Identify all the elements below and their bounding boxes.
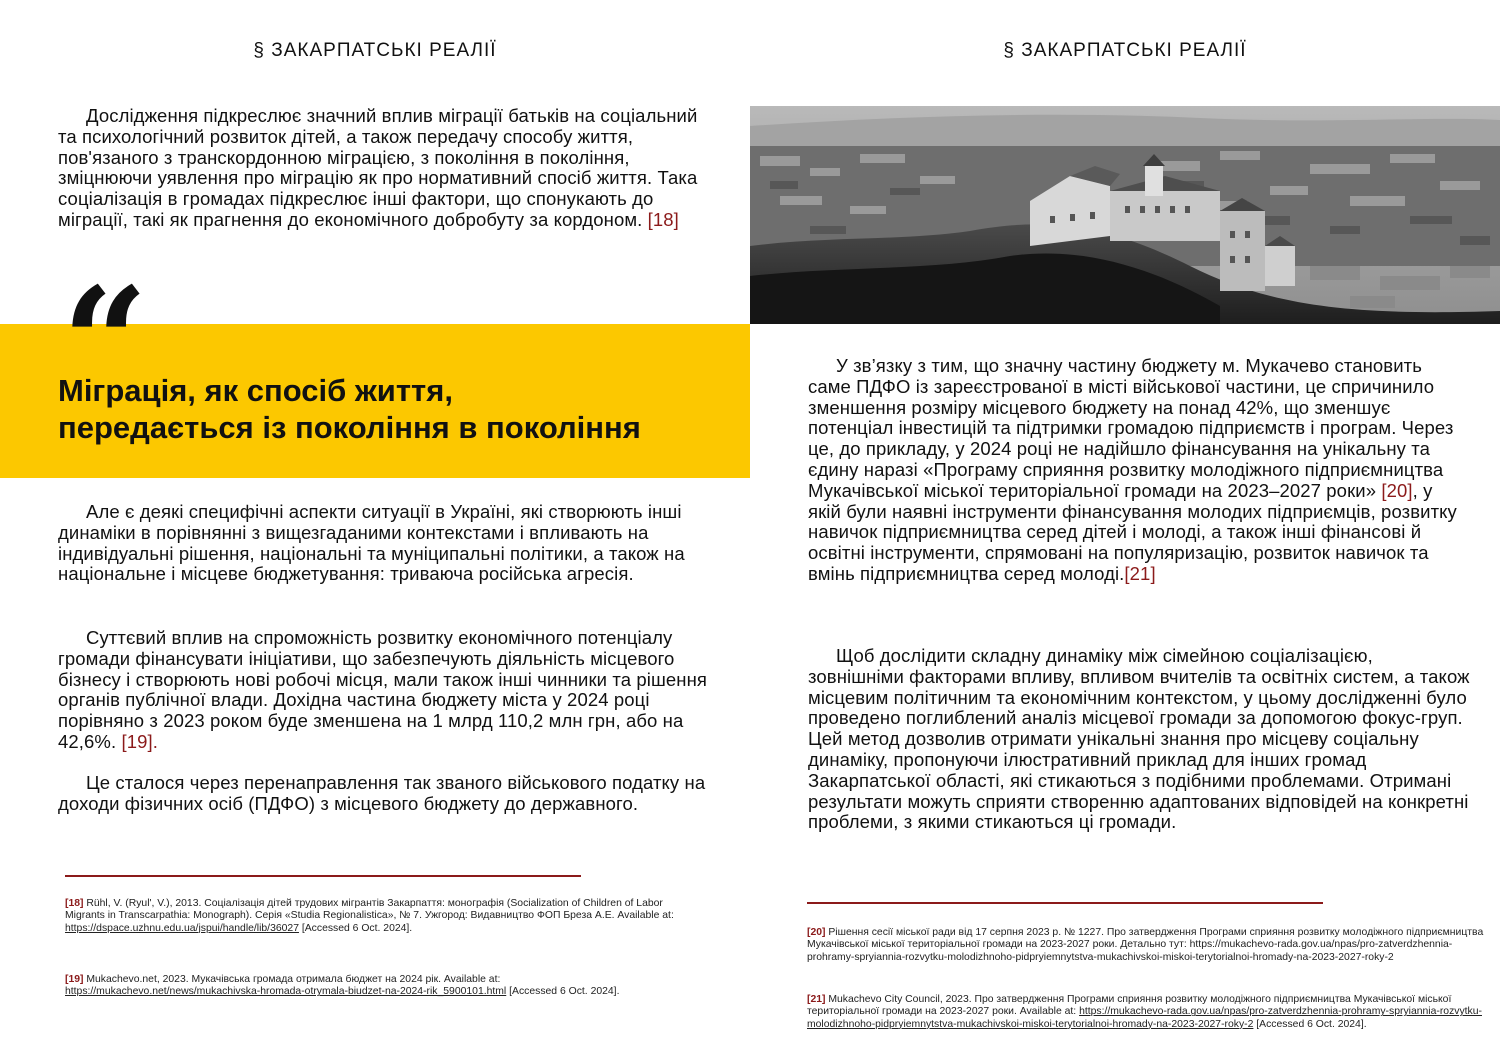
page-header: § ЗАКАРПАТСЬКІ РЕАЛІЇ <box>1003 40 1247 61</box>
footnote-21 <box>807 994 1487 1031</box>
footnote-number: [18] <box>65 898 84 909</box>
footnote-text: Mukachevo City Council, 2023. Про затвердження Програми сприяння розвитку молодіжного підприємництва Мукачівської міської територіальної громади на 2023-2027 роки. Available at: <box>807 994 1452 1018</box>
footnote-text: Mukachevo.net, 2023. Мукачівська громада отримала бюджет на 2024 рік. Available at: <box>86 974 501 985</box>
pull-quote-line-1: Міграція, як спосіб життя, <box>58 373 453 408</box>
castle-photo-illustration <box>750 106 1500 324</box>
body-paragraph-right-1-text: У зв’язку з тим, що значну частину бюджету м. Мукачево становить саме ПДФО із зареєстрованої в місті військової частини, це спричинило зменшення розміру місцевого бюджету на понад 42%, що зменшує потенціал інвестицій та підтримки громадою підприємств і програм. Через це, до прикладу, у 2024 році не надійшло фінансування на унікальну та єдину наразі «Програму сприяння розвитку молодіжного підприємництва Мукачівської міської територіальної громади на 2023–2027 роки» <box>808 355 1454 501</box>
pull-quote <box>58 372 738 446</box>
footnote-divider <box>65 875 581 877</box>
body-paragraph-4-text: Це сталося через перенаправлення так званого військового податку на доходи фізичних осіб (ПДФО) з місцевого бюджету до державного. <box>58 772 706 814</box>
castle-aerial-photo <box>750 106 1500 324</box>
intro-paragraph <box>58 106 708 231</box>
footnote-accessed: [Accessed 6 Oct. 2024]. <box>1256 1018 1367 1030</box>
page-header: § ЗАКАРПАТСЬКІ РЕАЛІЇ <box>253 40 497 61</box>
body-paragraph-right-1-text-2: , у якій були наявні інструменти фінансування молодих підприємців, розвитку навичок підприємництва серед дітей і молоді, а також інші фінансові й освітні інструменти, спрямовані на популяризацію, розвиток навичок та вмінь підприємництва серед молоді. <box>808 479 1457 584</box>
footnote-link[interactable]: https://mukachevo-rada.gov.ua/npas/pro-zatverdzhennia-prohramy-spryiannia-rozvytku-molodizhnoho-pidpryiemnytstva-mukachivskoi-miskoi-terytorialnoi-hromady-na-2023-2027-roky-2 <box>807 1006 1482 1030</box>
footnote-link[interactable]: https://mukachevo.net/news/mukachivska-hromada-otrymala-biudzet-na-2024-rik_5900101.html <box>65 986 507 998</box>
footnote-18 <box>65 898 680 935</box>
body-paragraph-3-text: Суттєвий вплив на спроможність розвитку економічного потенціалу громади фінансувати ініціативи, що забезпечують діяльність місцевого бізнесу і створюють нові робочі місця, мали також інші чинники та рішення органів публічної влади. Дохідна частина бюджету міста у 2024 році порівняно з 2023 роком буде зменшена на 1 млрд 110,2 млн грн, або на 42,6%. <box>58 627 708 752</box>
footnote-ref-19[interactable]: [19]. <box>121 730 158 752</box>
body-paragraph-3 <box>58 628 723 753</box>
body-paragraph-2-text: Але є деякі специфічні аспекти ситуації в Україні, які створюють інші динаміки в порівнянні з вищезгаданими контекстами і впливають на індивідуальні рішення, національні та муніципальні політики, а також на національне і місцеве бюджетування: триваюча російська агресія. <box>58 501 685 585</box>
body-paragraph-4 <box>58 773 708 815</box>
footnote-ref-18[interactable]: [18] <box>647 208 679 230</box>
footnote-text: Рішення сесії міської ради від 17 серпня 2023 р. № 1227. Про затвердження Програми сприяння розвитку молодіжного підприємництва Мукачівської міської територіальної громади на 2023-2027 роки. Детально тут: https://mukachevo-rada.gov.ua/npas/pro-zatverdzhennia-prohramy-spryiannia-rozvytku-molodizhnoho-pidpryiemnytstva-mukachivskoi-miskoi-terytorialnoi-hromady-na-2023-2027-roky-2 <box>807 927 1484 963</box>
body-paragraph-right-2 <box>808 646 1470 833</box>
footnote-divider <box>807 902 1323 904</box>
footnote-text: Rühl, V. (Ryul', V.), 2013. Соціалізація дітей трудових мігрантів Закарпаття: монографія (Socialization of Children of Labor Migrants in Transcarpathia: Monograph). Серія «Studia Regionalistica», № 7. Ужгород: Видавництво ФОП Бреза А.Е. Available at: <box>65 898 674 922</box>
intro-text: Дослідження підкреслює значний вплив міграції батьків на соціальний та психологічний розвиток дітей, а також передачу способу життя, пов'язаного з транскордонною міграцією, з покоління в покоління, зміцнюючи уявлення про міграцію як про нормативний спосіб життя. Така соціалізація в громадах підкреслює інші фактори, що спонукають до міграції, такі як прагнення до економічного добробуту за кордоном. <box>58 105 698 230</box>
body-paragraph-2 <box>58 502 713 585</box>
pull-quote-line-2: передається із покоління в покоління <box>58 410 641 445</box>
footnote-19 <box>65 974 680 999</box>
footnote-accessed: [Accessed 6 Oct. 2024]. <box>509 986 620 998</box>
footnote-number: [21] <box>807 994 826 1005</box>
footnote-accessed: [Accessed 6 Oct. 2024]. <box>301 922 413 934</box>
quote-mark-icon: “ <box>62 255 149 431</box>
footnote-number: [20] <box>807 927 826 938</box>
footnote-ref-20[interactable]: [20] <box>1381 479 1413 501</box>
body-paragraph-right-2-text: Щоб дослідити складну динаміку між сімейною соціалізацією, зовнішніми факторами впливу, впливом вчителів та освітніх систем, а також місцевим політичним та економічним контекстом, у цьому дослідженні було проведено поглиблений аналіз місцевої громади за допомогою фокус-груп. Цей метод дозволив отримати унікальні знання про місцеву соціальну динаміку, пропонуючи ілюстративний приклад для інших громад Закарпатської області, які стикаються з подібними проблемами. Отримані результати можуть сприяти створенню адаптованих відповідей на конкретні проблеми, з якими стикаються ці громади. <box>808 645 1470 833</box>
body-paragraph-right-1 <box>808 356 1470 585</box>
right-page <box>750 0 1500 1061</box>
footnote-number: [19] <box>65 974 84 985</box>
footnote-20 <box>807 927 1487 964</box>
footnote-ref-21[interactable]: [21] <box>1124 562 1156 584</box>
footnote-link[interactable]: https://dspace.uzhnu.edu.ua/jspui/handle/lib/36027 <box>65 922 299 934</box>
